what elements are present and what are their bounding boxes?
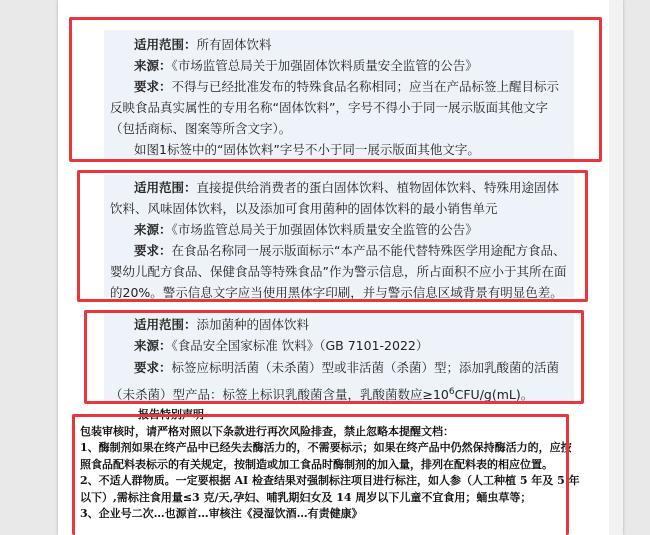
- source-label: 来源：: [134, 222, 172, 237]
- statement-title: 报告特别声明: [138, 408, 204, 421]
- scope-label: 适用范围：: [134, 317, 197, 332]
- requirement-text: 不得与已经批准发布的特殊食品名称相同；应当在产品标签上醒目标示反映食品真实属性的专用名称“固体饮料”，字号不得小于同一展示版面其他文字（包括商标、图案等所含文字）。: [110, 79, 560, 136]
- scope-label: 适用范围：: [134, 180, 197, 195]
- requirement-unit: CFU/g(mL)。: [454, 387, 534, 403]
- scrollbar-track[interactable]: [609, 0, 623, 535]
- scope-label: 适用范围：: [134, 37, 197, 52]
- requirement-label: 要求：: [134, 243, 172, 258]
- highlight-box-4: [72, 414, 569, 535]
- statement-item-1: 1、酶制剂如果在终产品中已经失去酶活力的，不需要标示；如果在终产品中仍然保持酶活力的，应按照食品配料表标示的有关规定，按制造或加工食品时酶制剂的加入量，排列在配料表的相应位置。: [80, 441, 572, 471]
- highlight-box-2: [77, 170, 588, 302]
- requirement-text: 标签应标明活菌（未杀菌）型或非活菌（杀菌）型；添加乳酸菌的活菌（未杀菌）型产品：标签上标识乳酸菌含量，乳酸菌数应≥10: [110, 360, 560, 403]
- exponent: 6: [448, 387, 455, 397]
- source-text: 《市场监管总局关于加强固体饮料质量安全监管的公告》: [171, 222, 478, 237]
- statement-intro: 包装审核时，请严格对照以下条款进行再次风险排查，禁止忽略本提醒文档：: [80, 424, 454, 438]
- scope-text: 直接提供给消费者的蛋白固体饮料、植物固体饮料、特殊用途固体饮料、风味固体饮料，以及添加可食用菌种的固体饮料的最小销售单元: [110, 180, 560, 216]
- highlight-box-1: [69, 17, 602, 162]
- statement-item-2: 2、不适人群物质。一定要根据 AI 检查结果对强制标注项目进行标注，如人参（人工种植 5 年及 5 年以下）,需标注食用量≤3 克/天,孕妇、哺乳期妇女及 14 周岁以下儿童不宜食用；蛹虫草等；: [80, 474, 580, 504]
- requirement-text: 在食品名称同一展示版面标示“本产品不能代替特殊医学用途配方食品、婴幼儿配方食品、保健食品等特殊食品”作为警示信息，所占面积不应小于其所在面的20%。警示信息文字应当使用黑体字印刷，并与警示信息区域背景有明显色差。: [110, 243, 567, 300]
- highlight-box-3: [84, 310, 584, 404]
- requirement-label: 要求：: [134, 360, 172, 375]
- source-label: 来源：: [134, 338, 172, 353]
- source-text: 《市场监管总局关于加强固体饮料质量安全监管的公告》: [171, 58, 478, 73]
- source-text: 《食品安全国家标准 饮料》（GB 7101-2022）: [171, 338, 429, 353]
- example-note: 如图1标签中的“固体饮料”字号不小于同一展示版面其他文字。: [134, 142, 480, 157]
- scope-text: 添加菌种的固体饮料: [196, 317, 310, 332]
- scope-text: 所有固体饮料: [196, 37, 272, 52]
- statement-item-3: 3、企业号二次…也源首…审核注《浸湿饮酒…有责健康》: [80, 507, 363, 520]
- requirement-label: 要求：: [134, 79, 172, 94]
- source-label: 来源：: [134, 58, 172, 73]
